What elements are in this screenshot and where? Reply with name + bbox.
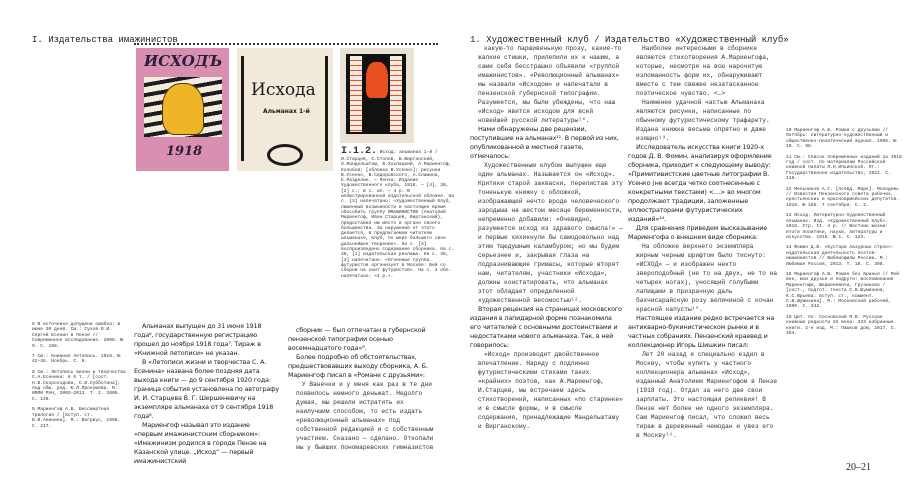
cover-year: 1918 (166, 144, 203, 159)
paragraph: сборник — был отпечатан в губернской пензенской типографии осенью восемнадцатого года»⁹. (288, 326, 426, 352)
cover-title: ИСХОДЪ (144, 52, 223, 70)
cover-ishod-cream-image (237, 48, 333, 171)
caption-text: Исход: альманах 1-й / И.Старцев, С.Столов, Б.Вирганский, О.Мандельштам, В.Хохлацкий, А.Мариенгоф, Колобов; [обложка В.Усенко]; рисунки В.Усенко, В.Сидоровского, А.Сламина, Е.Разделин. — Пенза: Издание Художественного клуба, 1918. — [4], 38, [2] с.; 8 с. ил. — 4 р. В иллюстрированной издательской обложке. На с. [3] напечатано: «Художественный Клуб, лишенный возможности в настоящее время обособить группу ИМАЖИНИСТОВ (Анатолий Мариенгоф, Иван Старцев, Вирганский), предоставил им место в органе своего большинства. За нарушение от этого делается, в предлагаемом читателю альманахе, Клуб, по мере большего свое дальнейшее творение». На с. [4] воспроизведено содержание сборника. На с. 38, [1] издательская реклама. На с. 38, [3] напечатано: «Огненные группа футуристов организует в Москве: Бей со сборов на окит футуристов». На с. 4 обл. напечатано: «4 р.». (341, 150, 455, 279)
footnote: 6 В источнике допущена ошибка: в июне 30 дней. См.: Сухов О.И. Сергей Есенин в Пензе // Современное исследование. 2008. № 9. С. 198. (32, 322, 123, 349)
right-body-column-2 (628, 44, 778, 440)
left-body-column-1 (134, 322, 280, 466)
paragraph: Мариенгоф называл это издание «первым имажинистским сборником»: «Имажинизм родился в городе Пензе на Казанской улице. „Исход“ — первый имажинистский (134, 421, 267, 465)
footnote: 14 Фомин Д.В. «Кустари лазурных строк»: издательская деятельность поэтов-имажинистов // Библиофилы России. М.: Любимая Россия, 2013. Т. 10. С. 398. (786, 245, 894, 267)
right-running-header: 1. Художественный клуб / Издательство «Художественный клуб» (470, 35, 789, 45)
footnote: 16 Цит. по: Сосновский М.В. Русские книжные редкости XX века: 333 избранные книги. 2-е изд. М.: Пашков дом, 2017. С. 164. (786, 314, 897, 336)
paragraph: Альманах выпущен до 31 июня 1918 года⁶, государственную регистрацию прошел до ноября 1918 года⁷. Тираж в «Книжной летописи» не указан. (134, 322, 262, 357)
block-quote: Лет 20 назад я специально ездил в Москву, чтобы купить у частного коллекционера альманах «Исход», изданный Анатолием Мариенгофом в Пензе (1918 год). Отдал за него две свои зарплаты. Это настоящая реликвия! В Пензе нет более ни одного экземпляра. Сам Мариенгоф писал, что сложил весь тираж в деревянный чемодан и увез его в Москву¹⁶. (636, 351, 778, 439)
left-body-column-2 (288, 326, 438, 452)
right-footnotes (786, 128, 904, 341)
footnote: 8 См.: Летопись жизни и творчества С.А.Есенина: в 5 т. / [сост. Н.В.Скороходова, С.И.Субботина]; под общ. ред. Ю.Л.Прокушева. М.: ИМЛИ РАН, 2003–2013. Т. 2. 2005. С. 149. (32, 369, 126, 402)
paragraph: Для сравнения приведем высказывание Мариенгофа о внешнем виде сборника: (628, 224, 768, 241)
paragraph: Вторая рецензия на страницах московского издания в лапидарной форме познакомила его читателей с основными достоинствами и недостатками нового альманаха. Так, в ней говорилось: (470, 305, 622, 349)
block-quote: Наименее удачной частью Альманаха являются рисунки, написанные по обычному футуристическому трафарету. Издана книжка весьма опрятно и даже изящно¹³. (636, 99, 770, 142)
block-quote: Наиболее интересными в сборнике являются стихотворения А.Мариенгофа, которые, несмотря на всю нарочитую изломанность форм их, обнаруживают вместе с тем свежее незатасканное поэтическое чувство. <…> (636, 45, 770, 97)
paragraph: Более подробно об обстоятельствах, предшествовавших выходу сборника, А. Б. Мариенгоф писал в «Романе с друзьями»: (288, 353, 428, 379)
footnote: 7 См.: Книжная летопись. 1918. № 42–45. Ноябрь. С. 9. (32, 354, 121, 365)
footnote: 10 Мариенгоф А.Б. Роман с друзьями // Октябрь: литературно-художественный и общественно-политический журнал. 1965. № 10. С. 98. (786, 128, 897, 150)
paragraph: Настоящее издание редко встречается на антикварно-букинистическом рынке и в частных собраниях. Пензенский краевед и коллекционер Игорь Шишкин писал: (628, 314, 775, 349)
left-footnotes (32, 322, 126, 434)
rule-dotted (134, 43, 438, 45)
right-body-column-1 (470, 44, 623, 431)
cover-subtitle: Альманах 1-й (263, 108, 310, 115)
paragraph: Исследователь искусства книги 1920-х годов Д. В. Фомин, анализируя оформление сборника, приходит к следующему выводу: «Примитивистские цветные литографии В. Усенко (не всегда четко соотнесенные с конкретными текстами) <…> во многом продолжают традиции, заложенные иллюстраторами футуристических изданий»¹⁴. (628, 143, 772, 223)
cover-ishod-pink-image (136, 48, 229, 171)
block-quote: какую-то паршивенькую прозу, какие-то жалкие стишки, прилепили их к нашим, а сами себя бесстрашно объявили «группой имажинистов». «Революционный альманах» мы назвали «Исходом» и напечатали в пензенской губернской типографии. Разумеется, мы были убеждены, что наш «Исход» явится исходом для всей новейшей русской литературы¹⁰. (478, 45, 622, 124)
cover-title: Исхода (251, 80, 316, 100)
left-running-header: I. Издательства имажинистов (32, 35, 178, 45)
figure-caption (341, 146, 455, 279)
illustration-red-figure-image (340, 48, 414, 143)
footnote: 12 Мельников А.Г. [псевд. Марк]. Молодежь // Известия Пензенского совета рабочих, крестьянских и красноармейских депутатов. 1918. № 185. 7 сентября. С. 2. (786, 186, 900, 208)
block-quote: У Ванечки и у меня как раз в те дни появилось немного деньжат. Недолго думая, мы решили истратить их наилучшим способом, то есть издать «революционный альманах» под собственной редакцией и с собственным участием. Сказано — сделано. Откопали мы у бывших пономаревских гимназистов (296, 381, 434, 451)
caption-number: I.1.2. (341, 146, 378, 157)
footnote: 9 Мариенгоф А.Б. Бессмертная трилогия / [вступ. ст. Б.В.Аникина]. М.: Вагриус, 1998. С. 217. (32, 407, 121, 429)
footnote: 13 Исход. Литературно-Художественный Альманах. Изд. «Художественный Клуб». 1918. Стр. II. 4 р. // Вестник жизни: итоги политики, науки, литературы и искусства. 1918. № 1. С. 123. (786, 213, 888, 240)
block-quote: «Исход» производит двойственное впечатление. Наряду с подлинно футуристическими стихами таких «крайних» поэтов, как А.Мариенгоф, И.Старцев, мы встречаем здесь стихотворений, написанных «по старинке» и в смысле формы, и в смысле содержания, принадлежащие Мандельштаму и Вирганскому. (478, 351, 623, 430)
paragraph: Нами обнаружены две рецензии, поступившие на альманах¹¹. В первой из них, опубликованной в местной газете, отмечалось: (470, 125, 619, 160)
block-quote: На обложке верхнего экземпляра жирным черным шрифтом было тиснуто: «ИСХОД» — и изображен некто звероподобный (не то на двух, не то на четырех ногах), уносящий голубыми лапищами в призрачную даль бахчисарайскую розу величиной с кочан красной капусты¹⁵. (636, 243, 778, 313)
cover-artwork (144, 77, 222, 137)
block-quote: Художественным клубом выпущен еще один альманах. Называется он «Исход». Критики старой закваски, перелистав эту тоненькую книжку с обложкой, изображающей нечто вроде человеческого зародыша на шестом месяце беременности, непременно добавили: «Очевидно, разумеется исход из здравого смысла!» — и первые хихикнули бы самодовольно над этим тщедушным каламбуром; но мы будем серьезнее и, закрывая глаза на подразнивающие гримасы, которые вторят нам, читателям, участники «Исхода», должны констатировать, что альманах этот обладает определенной художественной весомостью¹². (478, 162, 623, 304)
footnote: 11 См.: Список повременных изданий за 1918 год / сост. по материалам Российской книжной палаты Л.Н.Ильинской. Пг.: Государственное издательство, 1922. С. 118. (786, 154, 902, 182)
page-number: 20–21 (846, 462, 871, 473)
footnote: 15 Мариенгоф А.Б. Роман без вранья // Мой век, мои друзья и подруги: воспоминания Мариенгофа, Шершеневича, Грузинова / [сост., подгот. текста С.В.Шумихина, К.С.Юрьева; вступ. ст., коммент. С.В.Шумихина]. М.: Московский рабочий, 1990. С. 342. (786, 271, 900, 310)
paragraph: В «Летописи жизни и творчества С. А. Есенина» названа более поздняя дата выхода книги — до 9 сентября 1920 года: граница события установлена по автографу И. И. Старцева В. Г. Шершеневичу на экземпляре альманаха от 9 сентября 1918 года⁸. (134, 358, 280, 420)
